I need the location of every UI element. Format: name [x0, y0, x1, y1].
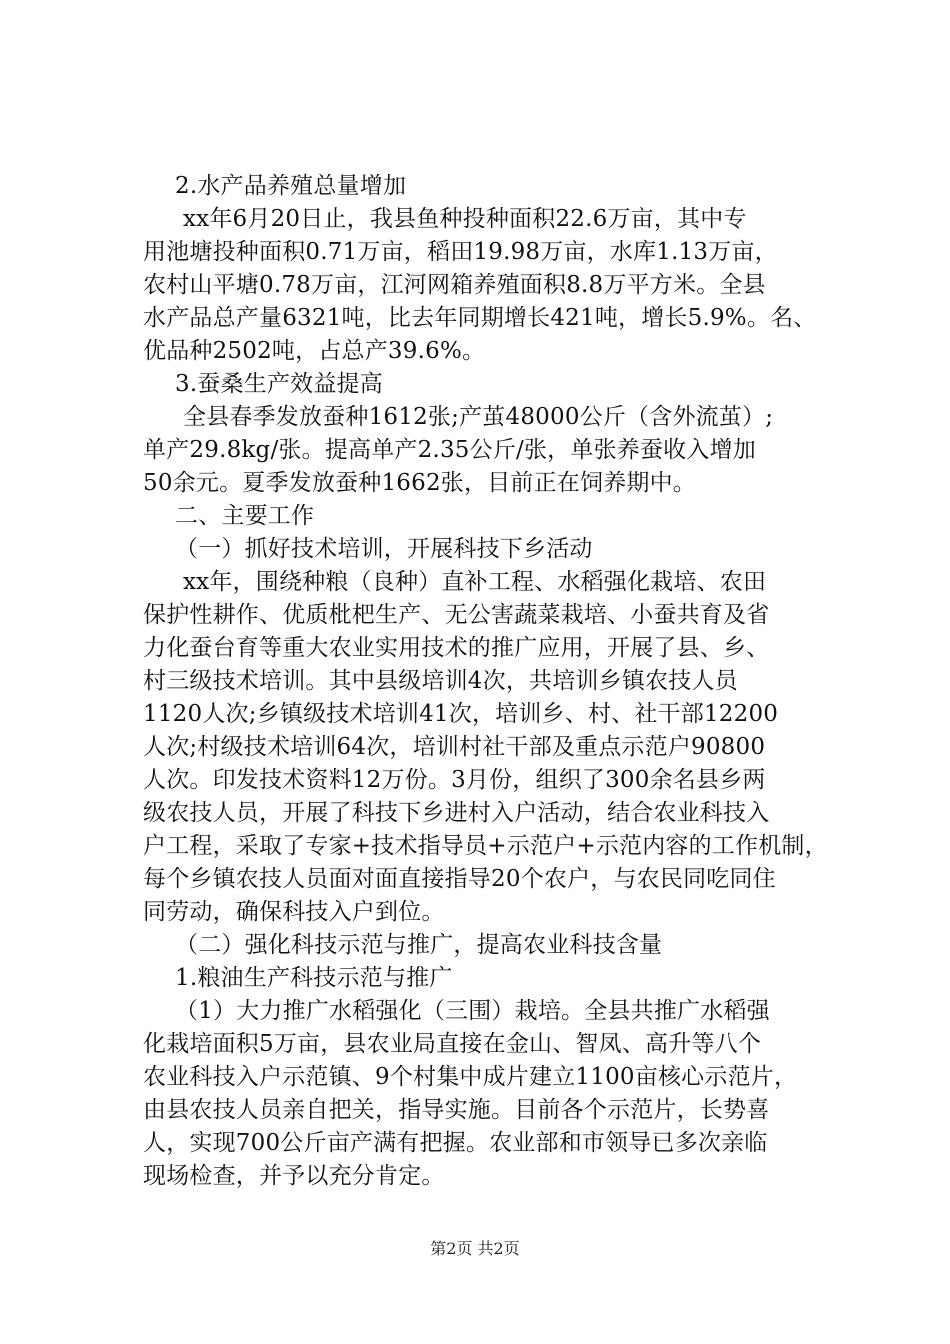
heading-main-work: 二、主要工作 — [175, 503, 315, 529]
text-line: 优品种2502吨，占总产39.6%。 — [143, 338, 486, 364]
text-line: 1120人次;乡镇级技术培训41次，培训乡、村、社干部12200 — [143, 701, 779, 727]
text-line: 村三级技术培训。其中县级培训4次，共培训乡镇农技人员 — [143, 668, 738, 694]
heading-aquaculture: 2.水产品养殖总量增加 — [175, 173, 407, 199]
text-line: 用池塘投种面积0.71万亩，稻田19.98万亩，水库1.13万亩， — [143, 239, 778, 265]
text-line: 水产品总产量6321吨，比去年同期增长421吨，增长5.9%。名、 — [143, 305, 817, 331]
text-line: xx年，围绕种粮（良种）直补工程、水稻强化栽培、农田 — [183, 569, 767, 595]
text-line: 人次;村级技术培训64次，培训村社干部及重点示范户90800 — [143, 734, 766, 760]
text-line: xx年6月20日止，我县鱼种投种面积22.6万亩，其中专 — [183, 206, 747, 232]
heading-sericulture: 3.蚕桑生产效益提高 — [175, 371, 383, 397]
text-line: 户工程，采取了专家+技术指导员+示范户+示范内容的工作机制， — [143, 833, 828, 859]
text-line: 级农技人员，开展了科技下乡进村入户活动，结合农业科技入 — [143, 800, 770, 826]
text-line: 单产29.8kg/张。提高单产2.35公斤/张，单张养蚕收入增加 — [143, 437, 756, 463]
heading-training: （一）抓好技术培训，开展科技下乡活动 — [175, 536, 593, 562]
text-line: 人，实现700公斤亩产满有把握。农业部和市领导已多次亲临 — [143, 1130, 768, 1156]
heading-grain-oil: 1.粮油生产科技示范与推广 — [175, 965, 453, 991]
text-line: 保护性耕作、优质枇杷生产、无公害蔬菜栽培、小蚕共育及省 — [143, 602, 770, 628]
text-line: 人次。印发技术资料12万份。3月份，组织了300余名县乡两 — [143, 767, 766, 793]
text-line: 化栽培面积5万亩，县农业局直接在金山、智凤、高升等八个 — [143, 1031, 762, 1057]
page-number-footer: 第2页 共2页 — [430, 1239, 520, 1258]
text-line: 力化蚕台育等重大农业实用技术的推广应用，开展了县、乡、 — [143, 635, 770, 661]
text-line: 现场检查，并予以充分肯定。 — [143, 1163, 445, 1189]
text-line: 全县春季发放蚕种1612张;产茧48000公斤（含外流茧）; — [183, 404, 774, 430]
text-line: （1）大力推广水稻强化（三围）栽培。全县共推广水稻强 — [175, 998, 770, 1024]
text-line: 每个乡镇农技人员面对面直接指导20个农户，与农民同吃同住 — [143, 866, 776, 892]
text-line: 由县农技人员亲自把关，指导实施。目前各个示范片，长势喜 — [143, 1097, 770, 1123]
text-line: 农业科技入户示范镇、9个村集中成片建立1100亩核心示范片， — [143, 1064, 798, 1090]
heading-demonstration: （二）强化科技示范与推广，提高农业科技含量 — [175, 932, 663, 958]
text-line: 农村山平塘0.78万亩，江河网箱养殖面积8.8万平方米。全县 — [143, 272, 766, 298]
text-line: 同劳动，确保科技入户到位。 — [143, 899, 445, 925]
text-line: 50余元。夏季发放蚕种1662张，目前正在饲养期中。 — [143, 470, 696, 496]
